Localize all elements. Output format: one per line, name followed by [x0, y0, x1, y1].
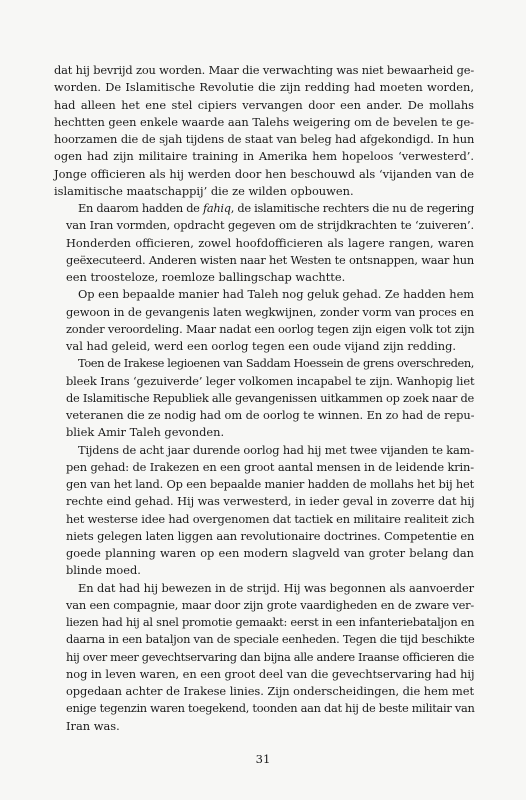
text-line: Honderden officieren, zowel hoofdofficieren als lagere rangen, waren [66, 235, 474, 250]
text-line: liezen had hij al snel promotie gemaakt: eerst in een infanteriebataljon en [66, 615, 475, 629]
text-line: hechtten geen enkele waarde aan Talehs weigering om de bevelen te ge- [54, 114, 474, 129]
paragraph [54, 62, 474, 200]
text-line: bleek Irans ‘gezuiverde’ leger volkomen incapabel te zijn. Wanhopig liet [66, 373, 475, 388]
text-line: hij over meer gevechtservaring dan bijna alle andere Iraanse officieren die [66, 649, 474, 664]
text-line: Tijdens de acht jaar durende oorlog had hij met twee vijanden te kam- [78, 442, 474, 457]
text-line: het westerse idee had overgenomen dat tactiek en militaire realiteit zich [66, 511, 475, 526]
text-line: zonder veroordeling. Maar nadat een oorlog tegen zijn eigen volk tot zijn [66, 321, 475, 336]
italic-term: fahiq [202, 201, 231, 215]
text-line: nog in leven waren, en een groot deel van die gevechtservaring had hij [66, 666, 475, 681]
text-line: Op een bepaalde manier had Taleh nog geluk gehad. Ze hadden hem [78, 287, 475, 302]
text-line: En dat had hij bewezen in de strijd. Hij was begonnen als aanvoerder [78, 580, 474, 595]
text-line: hoorzamen die de sjah tijdens de staat van beleg had afgekondigd. In hun [54, 132, 475, 146]
text-line: een troosteloze, roemloze ballingschap wachtte. [66, 270, 346, 284]
text-line: blinde moed. [66, 563, 141, 578]
paragraph [54, 442, 474, 580]
body-text [54, 62, 474, 735]
text-line: had alleen het ene stel cipiers vervangen door een ander. De mollahs [54, 97, 474, 112]
text-line: dat hij bevrijd zou worden. Maar die verwachting was niet bewaarheid ge- [54, 63, 475, 77]
text-line: niets gelegen laten liggen aan revolutionaire doctrines. Competentie en [66, 528, 475, 543]
text-line: En daarom hadden de fahiq, de islamitische rechters die nu de regering [78, 201, 475, 215]
text-line: islamitische maatschappij’ die ze wilden opbouwen. [54, 183, 354, 198]
text-line: veteranen die ze nodig had om de oorlog te winnen. En zo had de repu- [66, 408, 475, 422]
text-line: opgedaan achter de Irakese linies. Zijn onderscheidingen, die hem met [66, 684, 474, 698]
page-number: 31 [255, 752, 271, 766]
text-line: ogen had zijn militaire training in Amerika hem hopeloos ‘verwesterd’. [54, 149, 474, 164]
text-line: de Islamitische Republiek alle gevangenissen uitkammen op zoek naar de [66, 390, 474, 405]
text-line: goede planning waren op een modern slagveld van groter belang dan [66, 546, 474, 560]
text-line: Jonge officieren als hij werden door hen beschouwd als ‘vijanden van de [54, 166, 474, 181]
text-line: geëxecuteerd. Anderen wisten naar het Westen te ontsnappen, waar hun [66, 252, 474, 267]
text-line: daarna in een bataljon van de speciale eenheden. Tegen die tijd beschikte [66, 632, 475, 647]
paragraph [54, 286, 474, 355]
text-line: Toen de Irakese legioenen van Saddam Hoessein de grens overschreden, [78, 356, 474, 371]
text-line: bliek Amir Taleh gevonden. [66, 425, 225, 440]
text-line: pen gehad: de Irakezen en een groot aantal mensen in de leidende krin- [66, 459, 474, 474]
text-line: gewoon in de gevangenis laten wegkwijnen, zonder vorm van proces en [66, 304, 474, 319]
text-line: van een compagnie, maar door zijn grote vaardigheden en de zware ver- [66, 597, 475, 612]
text-line: rechte eind gehad. Hij was verwesterd, in ieder geval in zoverre dat hij [66, 494, 475, 509]
text-line: Iran was. [66, 718, 120, 733]
text-line: van Iran vormden, opdracht gegeven om de strijdkrachten te ‘zuiveren’. [66, 218, 474, 233]
text-line: enige tegenzin waren toegekend, toonden aan dat hij de beste militair van [66, 701, 475, 716]
text-line: worden. De Islamitische Revolutie die zijn redding had moeten worden, [54, 80, 474, 95]
paragraph [54, 200, 474, 286]
text-line: val had geleid, werd een oorlog tegen een oude vijand zijn redding. [66, 339, 457, 353]
paragraph [54, 580, 474, 735]
text-line: gen van het land. Op een bepaalde manier hadden de mollahs het bij het [66, 477, 474, 491]
paragraph [54, 355, 474, 441]
